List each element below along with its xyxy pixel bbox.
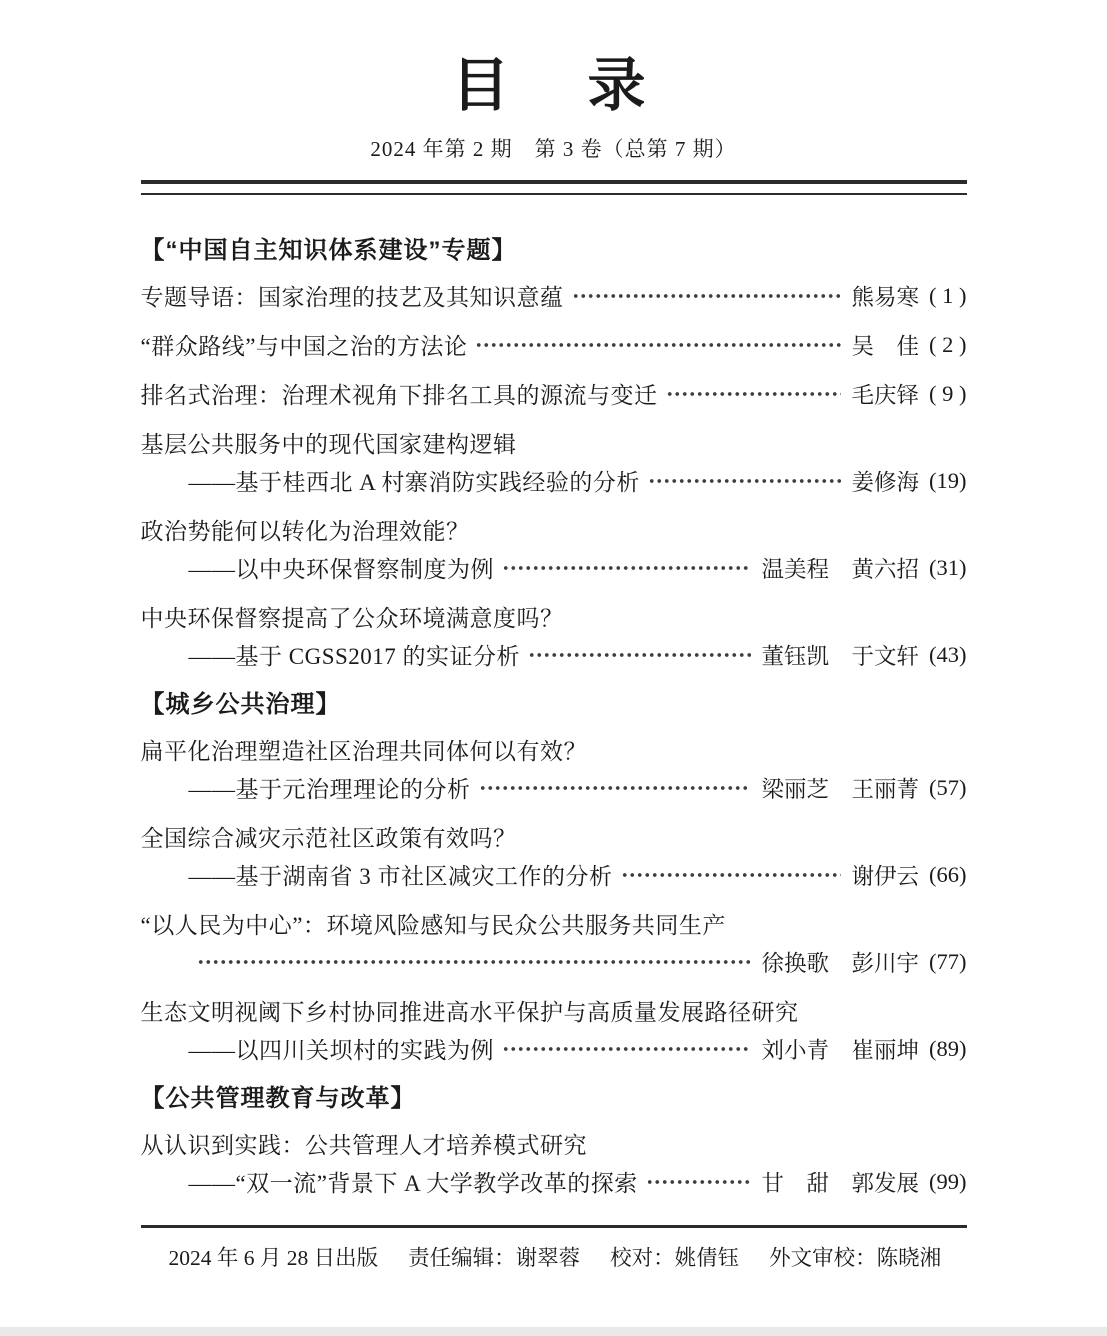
article-page-number: (77) xyxy=(929,948,967,974)
dot-leader xyxy=(479,782,752,794)
article-page-number: (31) xyxy=(929,554,967,580)
toc-page xyxy=(141,0,967,1272)
dot-leader xyxy=(646,1176,752,1188)
foreign-language-reviewer: 外文审校：陈晓湘 xyxy=(769,1245,942,1270)
article-subtitle: ——基于桂西北 A 村寨消防实践经验的分析 xyxy=(188,470,640,496)
page-title: 目 录 xyxy=(451,53,656,118)
article-subtitle: ——基于 CGSS2017 的实证分析 xyxy=(188,644,521,670)
entry-title-line xyxy=(141,731,967,769)
article-subtitle: ——基于元治理理论的分析 xyxy=(188,777,471,803)
article-authors: 徐换歌 彭川宇 xyxy=(761,950,919,976)
dot-leader xyxy=(528,649,751,661)
article-title: 基层公共服务中的现代国家建构逻辑 xyxy=(140,432,517,458)
entry-title-line xyxy=(141,992,967,1030)
entry-subtitle-line xyxy=(141,462,967,500)
article-page-number: (66) xyxy=(929,861,967,887)
entry-title-line xyxy=(141,1125,967,1163)
article-authors: 姜修海 xyxy=(851,469,919,495)
dot-leader xyxy=(666,388,842,400)
entry-subtitle-line xyxy=(141,636,967,674)
article-authors: 吴 佳 xyxy=(851,333,919,359)
entry-title-line xyxy=(141,598,967,636)
article-authors: 毛庆铎 xyxy=(851,382,919,408)
article-title: 排名式治理：治理术视角下排名工具的源流与变迁 xyxy=(140,383,658,409)
entry-subtitle-line xyxy=(141,1030,967,1068)
article-page-number: (43) xyxy=(929,641,967,667)
article-title: “群众路线”与中国之治的方法论 xyxy=(140,334,468,360)
article-authors: 梁丽芝 王丽菁 xyxy=(761,776,919,802)
article-page-number: ( 1 ) xyxy=(929,282,967,308)
article-subtitle: ——基于湖南省 3 市社区减灾工作的分析 xyxy=(188,864,613,890)
section-header: 【公共管理教育与改革】 xyxy=(140,1084,416,1112)
dot-leader xyxy=(572,290,842,302)
entry-line xyxy=(141,375,967,413)
bottom-edge-strip xyxy=(0,1327,1107,1336)
entry-subtitle-line xyxy=(141,549,967,587)
section-header: 【城乡公共治理】 xyxy=(140,690,341,718)
toc-entry xyxy=(141,1125,967,1201)
toc-entry xyxy=(141,375,967,413)
article-title: 生态文明视阈下乡村协同推进高水平保护与高质量发展路径研究 xyxy=(140,1000,799,1026)
article-authors: 刘小青 崔丽坤 xyxy=(761,1037,919,1063)
publish-date: 2024 年 6 月 28 日出版 xyxy=(168,1245,379,1270)
article-page-number: (89) xyxy=(929,1035,967,1061)
double-rule xyxy=(141,180,967,195)
dot-leader xyxy=(197,956,752,968)
dot-leader xyxy=(502,1043,751,1055)
article-page-number: (99) xyxy=(929,1168,967,1194)
article-page-number: (19) xyxy=(929,467,967,493)
article-authors: 谢伊云 xyxy=(851,863,919,889)
entry-subtitle-line xyxy=(141,856,967,894)
dot-leader xyxy=(475,339,841,351)
managing-editor: 责任编辑：谢翠蓉 xyxy=(408,1245,581,1270)
article-title: 政治势能何以转化为治理效能？ xyxy=(140,519,470,545)
article-page-number: ( 9 ) xyxy=(929,380,967,406)
article-authors: 董钰凯 于文轩 xyxy=(761,643,919,669)
toc-entry xyxy=(141,818,967,894)
article-page-number: (57) xyxy=(929,774,967,800)
issue-line: 2024 年第 2 期 第 3 卷（总第 7 期） xyxy=(370,136,737,161)
entry-title-line xyxy=(141,424,967,462)
toc-entry xyxy=(141,905,967,981)
article-authors: 甘 甜 郭发展 xyxy=(761,1170,919,1196)
entry-title-line xyxy=(141,905,967,943)
article-subtitle: ——以四川关坝村的实践为例 xyxy=(188,1038,494,1064)
entry-subtitle-line xyxy=(141,943,967,981)
article-subtitle: ——以中央环保督察制度为例 xyxy=(188,557,494,583)
entry-subtitle-line xyxy=(141,1163,967,1201)
article-title: 从认识到实践：公共管理人才培养模式研究 xyxy=(140,1133,587,1159)
toc-entry xyxy=(141,598,967,674)
article-authors: 温美程 黄六招 xyxy=(761,556,919,582)
dot-leader xyxy=(648,475,842,487)
article-page-number: ( 2 ) xyxy=(929,331,967,357)
entry-line xyxy=(141,326,967,364)
article-title: 扁平化治理塑造社区治理共同体何以有效？ xyxy=(140,739,587,765)
article-subtitle: ——“双一流”背景下 A 大学教学改革的探索 xyxy=(188,1171,638,1197)
colophon xyxy=(141,1228,967,1272)
toc-entry xyxy=(141,277,967,315)
toc-entry xyxy=(141,992,967,1068)
article-title: 中央环保督察提高了公众环境满意度吗？ xyxy=(140,606,564,632)
proofreader: 校对：姚倩钰 xyxy=(610,1245,740,1270)
toc-entry xyxy=(141,424,967,500)
article-authors: 熊易寒 xyxy=(851,284,919,310)
toc-entry xyxy=(141,326,967,364)
toc-entry xyxy=(141,731,967,807)
entry-title-line xyxy=(141,511,967,549)
entry-subtitle-line xyxy=(141,769,967,807)
toc-entry xyxy=(141,511,967,587)
article-title: 专题导语：国家治理的技艺及其知识意蕴 xyxy=(140,285,564,311)
article-title: “以人民为中心”：环境风险感知与民众公共服务共同生产 xyxy=(140,913,726,939)
dot-leader xyxy=(621,869,842,881)
entry-title-line xyxy=(141,818,967,856)
entry-line xyxy=(141,277,967,315)
article-title: 全国综合减灾示范社区政策有效吗？ xyxy=(140,826,517,852)
toc-list xyxy=(141,231,967,1201)
dot-leader xyxy=(502,562,751,574)
section-header: 【“中国自主知识体系建设”专题】 xyxy=(140,236,517,264)
